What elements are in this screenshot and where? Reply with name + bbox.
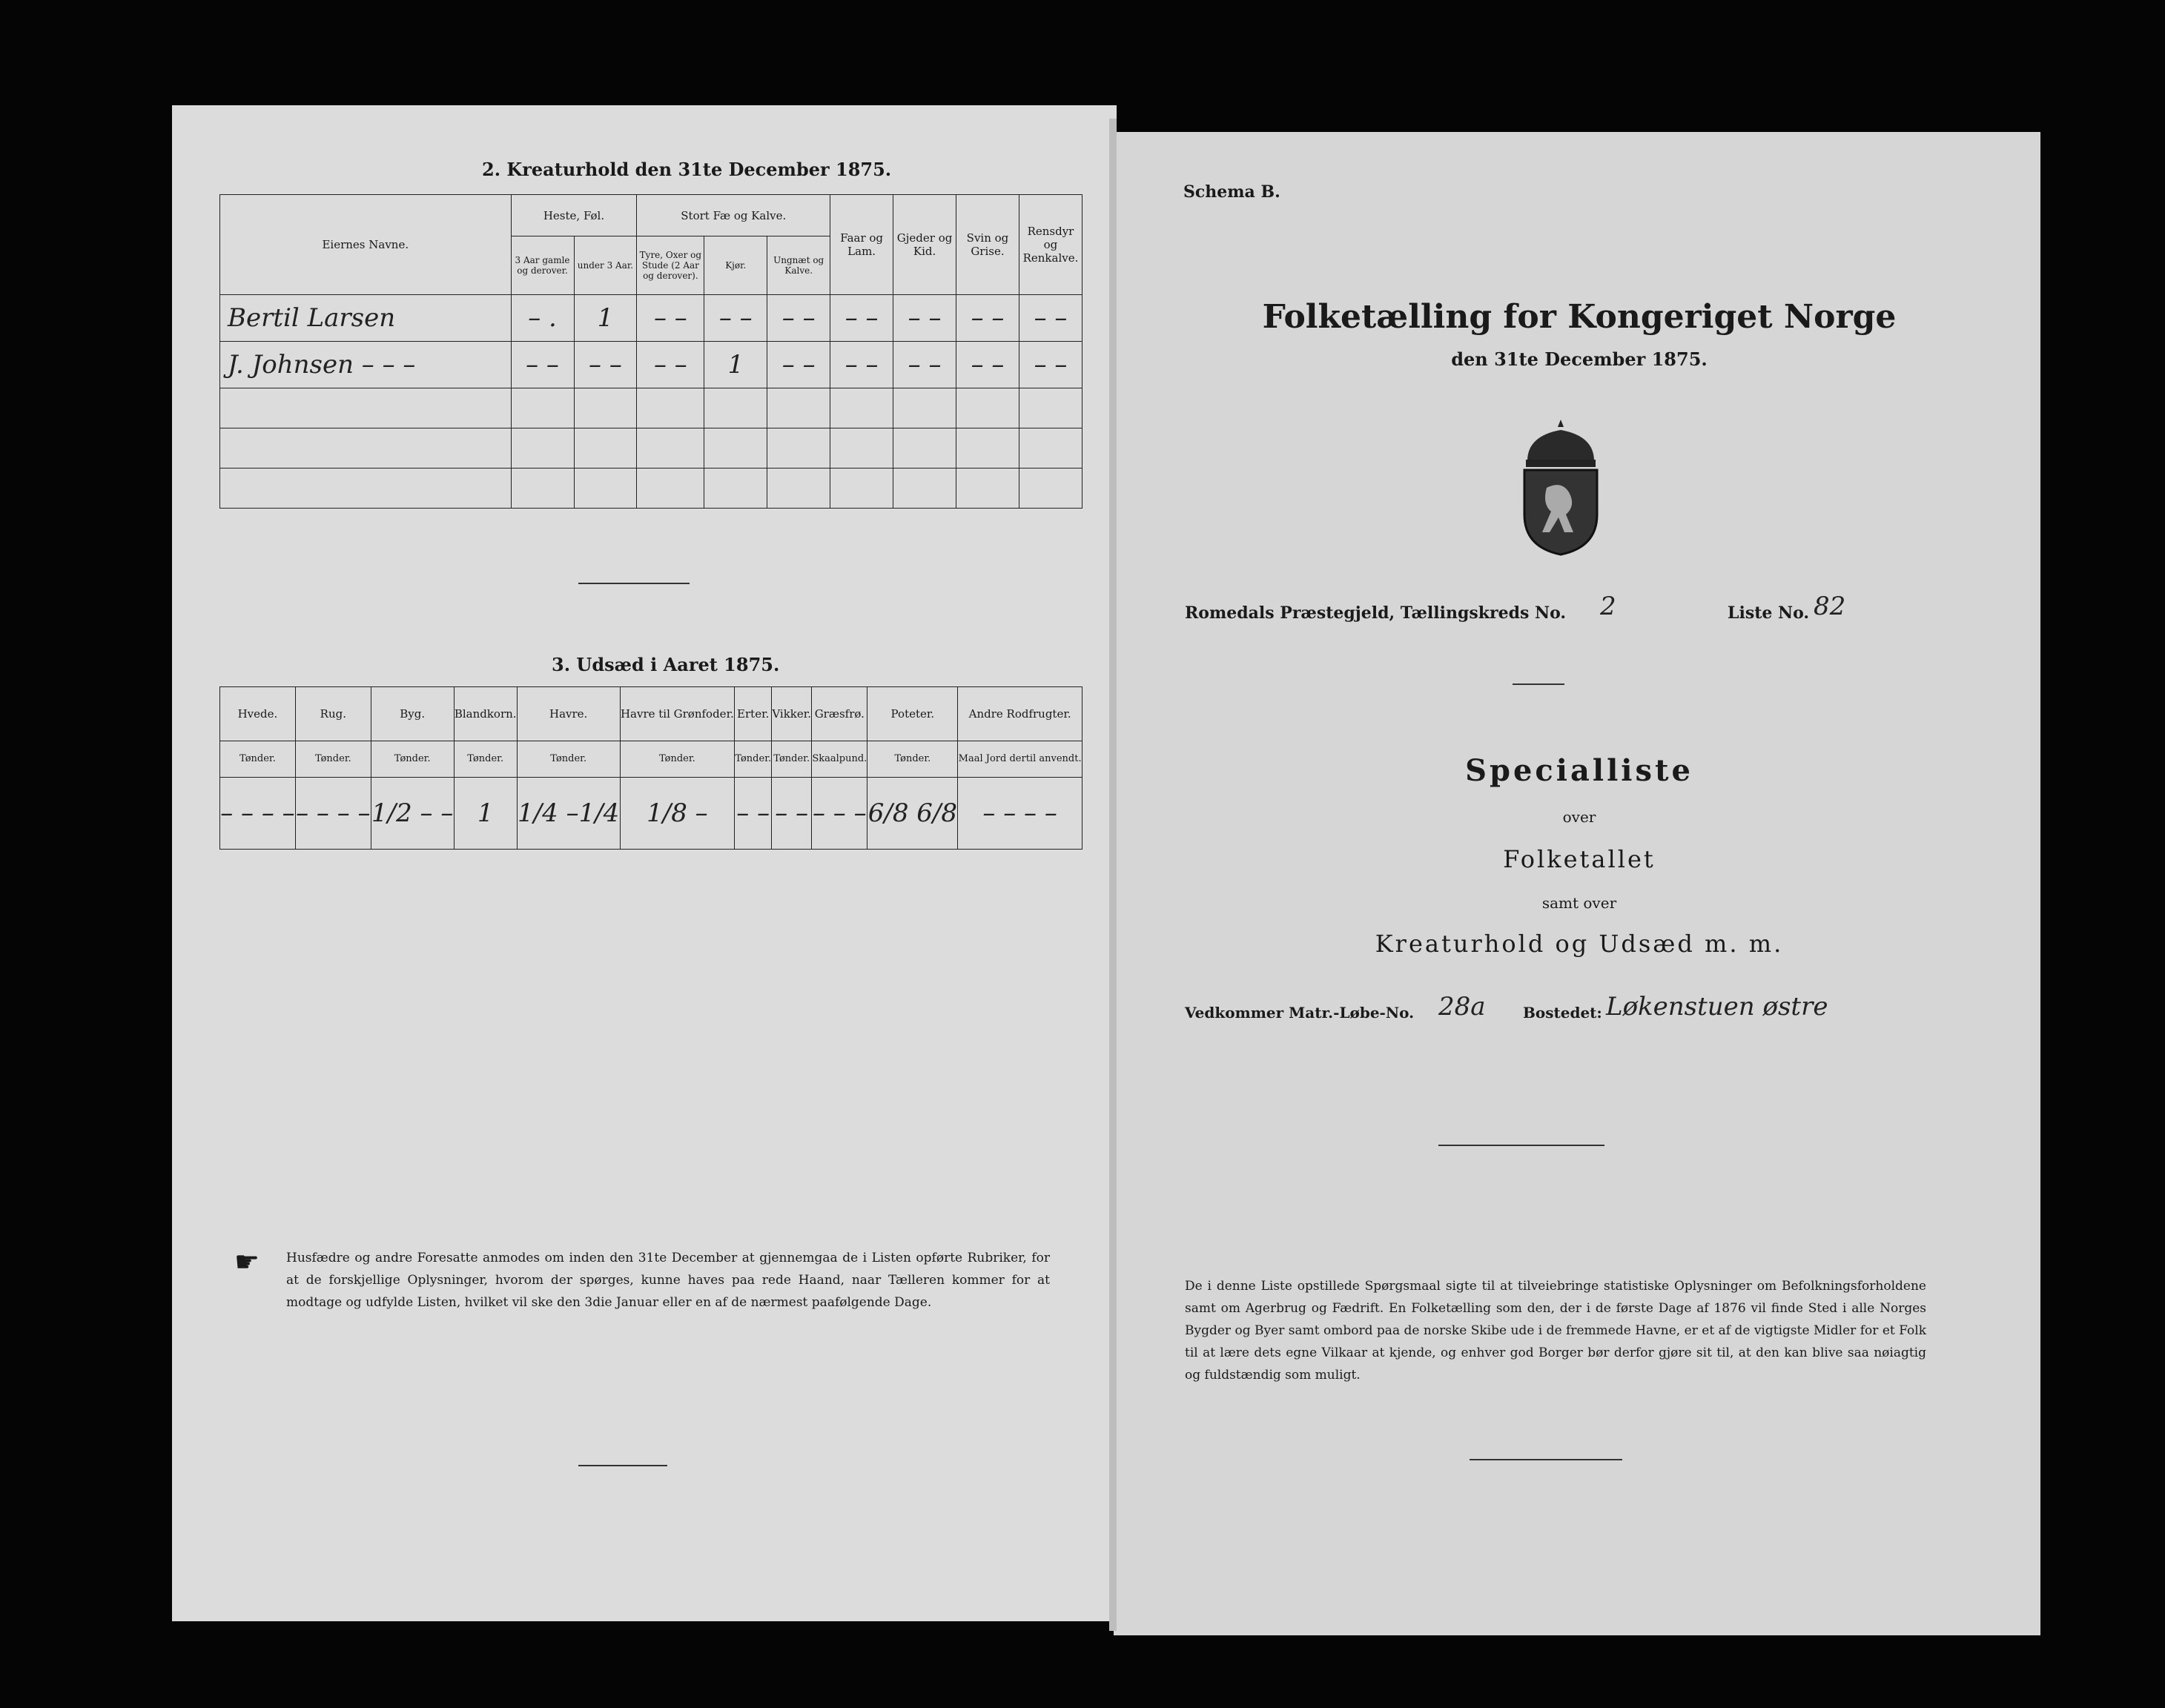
main-title: Folketælling for Kongeriget Norge bbox=[1262, 298, 1897, 336]
divider bbox=[1513, 683, 1564, 685]
seed-header: Andre Rodfrugter. bbox=[958, 687, 1082, 741]
seed-unit: Tønder. bbox=[772, 741, 812, 778]
divider bbox=[578, 583, 690, 584]
divider bbox=[578, 1465, 667, 1466]
seed-unit: Maal Jord dertil anvendt. bbox=[958, 741, 1082, 778]
horses-a-header: 3 Aar gamle og derover. bbox=[511, 236, 574, 295]
footer-text: De i denne Liste opstillede Spørgsmaal sigte til at tilveiebringe statistiske Oplysninger om Befolkningsforholdene samt om Agerbrug og Fædrift. En Folketælling som den, der i de første Dage af 1876 vil finde Sted i alle Norges Bygder og Byer samt ombord paa de norske Skibe ude i de fremmede Havne, er et af de vigtigste Midler for et Folk til at lære dets egne Vilkaar at kjende, og enhver god Borger bør derfor gjøre sit til, at den kan blive saa nøiagtig og fuldstændig som muligt. bbox=[1185, 1279, 1926, 1383]
seed-value: 1/8 – bbox=[620, 777, 735, 849]
cell: – – bbox=[637, 295, 704, 342]
over-text: over bbox=[1562, 808, 1596, 826]
horses-b-header: under 3 Aar. bbox=[574, 236, 637, 295]
seed-header: Havre til Grønfoder. bbox=[620, 687, 735, 741]
date-line: den 31te December 1875. bbox=[1451, 348, 1708, 370]
divider bbox=[1470, 1459, 1622, 1460]
cell: – – bbox=[1019, 295, 1082, 342]
seed-value: – – – – bbox=[220, 777, 296, 849]
seed-unit: Tønder. bbox=[735, 741, 772, 778]
seed-value: 1/2 – – bbox=[371, 777, 454, 849]
owner-cell: Bertil Larsen bbox=[220, 295, 512, 342]
seed-unit: Tønder. bbox=[220, 741, 296, 778]
cell: – – bbox=[574, 342, 637, 388]
cell: – – bbox=[1019, 342, 1082, 388]
horses-header: Heste, Føl. bbox=[511, 195, 637, 236]
specialliste-title: Specialliste bbox=[1465, 753, 1693, 788]
seed-value: – – – bbox=[812, 777, 867, 849]
sheep-header: Faar og Lam. bbox=[830, 195, 893, 295]
coat-of-arms-icon bbox=[1514, 417, 1607, 557]
cell: – – bbox=[767, 342, 830, 388]
schema-label: Schema B. bbox=[1183, 182, 1280, 202]
parish-label: Romedals Præstegjeld, Tællingskreds No. bbox=[1185, 603, 1567, 623]
kreds-number: 2 bbox=[1600, 592, 1616, 621]
folketallet-text: Folketallet bbox=[1503, 845, 1656, 873]
table-row bbox=[220, 388, 1082, 428]
seed-unit: Tønder. bbox=[867, 741, 958, 778]
seed-header: Hvede. bbox=[220, 687, 296, 741]
notice-text: Husfædre og andre Foresatte anmodes om inden den 31te December at gjennemgaa de i Listen opførte Rubriker, for at de forskjellige Oplysninger, hvorom der spørges, kunne haves paa rede Haand, naar Tælleren kommer for at modtage og udfylde Listen, hvilket vil ske den 3die Januar eller en af de nærmest paafølgende Dage. bbox=[286, 1251, 1050, 1310]
kreaturhold-text: Kreaturhold og Udsæd m. m. bbox=[1375, 930, 1784, 958]
seed-header: Erter. bbox=[735, 687, 772, 741]
cell: – – bbox=[956, 295, 1019, 342]
cattle-b-header: Kjør. bbox=[704, 236, 767, 295]
seed-value: 1 bbox=[454, 777, 517, 849]
seed-header: Byg. bbox=[371, 687, 454, 741]
seed-unit: Tønder. bbox=[295, 741, 371, 778]
livestock-table bbox=[219, 194, 1082, 509]
cell: – – bbox=[511, 342, 574, 388]
table-row bbox=[220, 428, 1082, 469]
seed-unit: Skaalpund. bbox=[812, 741, 867, 778]
cell: – . bbox=[511, 295, 574, 342]
cell: – – bbox=[830, 342, 893, 388]
seed-header: Vikker. bbox=[772, 687, 812, 741]
matr-number: 28a bbox=[1438, 992, 1486, 1022]
table-row bbox=[220, 295, 1082, 342]
seed-value: – – bbox=[735, 777, 772, 849]
bosted-value: Løkenstuen østre bbox=[1606, 992, 1828, 1022]
cell: – – bbox=[893, 295, 956, 342]
seed-table bbox=[219, 686, 1082, 850]
seed-value: 1/4 –1/4 bbox=[517, 777, 620, 849]
cattle-a-header: Tyre, Oxer og Stude (2 Aar og derover). bbox=[637, 236, 704, 295]
samt-over-text: samt over bbox=[1541, 894, 1617, 912]
seed-unit: Tønder. bbox=[620, 741, 735, 778]
goats-header: Gjeder og Kid. bbox=[893, 195, 956, 295]
section2-title: 2. Kreaturhold den 31te December 1875. bbox=[482, 159, 892, 180]
divider bbox=[1438, 1145, 1604, 1146]
cell: – – bbox=[767, 295, 830, 342]
liste-number: 82 bbox=[1814, 592, 1846, 621]
owner-cell: J. Johnsen – – – bbox=[220, 342, 512, 388]
seed-header: Græsfrø. bbox=[812, 687, 867, 741]
pigs-header: Svin og Grise. bbox=[956, 195, 1019, 295]
liste-label: Liste No. bbox=[1728, 603, 1810, 623]
cell: – – bbox=[893, 342, 956, 388]
reindeer-header: Rensdyr og Renkalve. bbox=[1019, 195, 1082, 295]
seed-value: – – – – bbox=[958, 777, 1082, 849]
seed-unit: Tønder. bbox=[517, 741, 620, 778]
matr-label: Vedkommer Matr.-Løbe-No. bbox=[1185, 1004, 1415, 1022]
section3-title: 3. Udsæd i Aaret 1875. bbox=[552, 654, 780, 675]
seed-header: Havre. bbox=[517, 687, 620, 741]
cattle-header: Stort Fæ og Kalve. bbox=[637, 195, 830, 236]
seed-unit: Tønder. bbox=[371, 741, 454, 778]
seed-header: Poteter. bbox=[867, 687, 958, 741]
seed-value: – – – – bbox=[295, 777, 371, 849]
seed-header: Rug. bbox=[295, 687, 371, 741]
owner-header: Eiernes Navne. bbox=[220, 195, 512, 295]
cattle-c-header: Ungnæt og Kalve. bbox=[767, 236, 830, 295]
cell: – – bbox=[637, 342, 704, 388]
page-fold bbox=[1109, 119, 1117, 1631]
seed-unit: Tønder. bbox=[454, 741, 517, 778]
seed-header: Blandkorn. bbox=[454, 687, 517, 741]
bosted-label: Bostedet: bbox=[1523, 1004, 1602, 1022]
table-row bbox=[220, 342, 1082, 388]
pointing-hand-icon: ☛ bbox=[234, 1245, 260, 1278]
cell: – – bbox=[704, 295, 767, 342]
seed-value: 6/8 6/8 bbox=[867, 777, 958, 849]
seed-value: – – bbox=[772, 777, 812, 849]
cell: – – bbox=[830, 295, 893, 342]
cell: 1 bbox=[704, 342, 767, 388]
table-row bbox=[220, 469, 1082, 509]
cell: – – bbox=[956, 342, 1019, 388]
cell: 1 bbox=[574, 295, 637, 342]
